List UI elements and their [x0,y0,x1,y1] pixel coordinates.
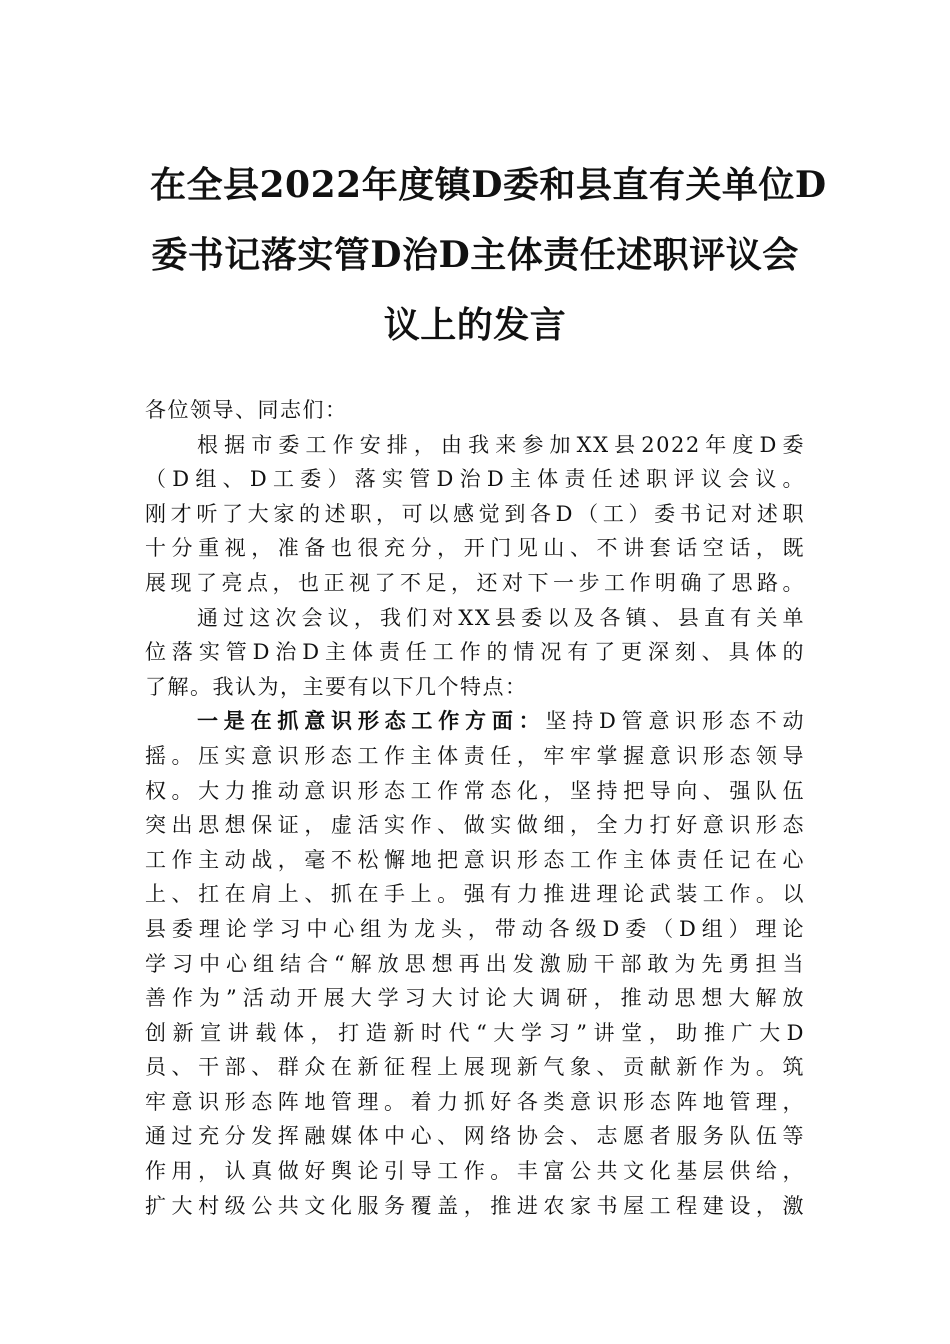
paragraph-line: 了解。我认为，主要有以下几个特点： [145,674,528,699]
paragraph-3 [145,704,805,1223]
paragraph-line: 学习中心组结合“解放思想再出发激励干部敢为先勇担当 [145,951,805,976]
title-line-2: 委书记落实管D治D主体责任述职评议会 [151,234,799,276]
paragraph-line: 工作主动战，毫不松懈地把意识形态工作主体责任记在心 [145,847,805,872]
paragraph-line: 扩大村级公共文化服务覆盖，推进农家书屋工程建设，激 [145,1193,805,1218]
paragraph-line: 善作为”活动开展大学习大讨论大调研，推动思想大解放 [145,986,805,1011]
paragraph-first-line [145,704,805,739]
paragraph-line: 通过这次会议，我们对XX县委以及各镇、县直有关单 [197,605,805,630]
paragraph-line: 员、干部、群众在新征程上展现新气象、贡献新作为。筑 [145,1055,805,1080]
title-line-3: 议上的发言 [383,304,567,346]
paragraph-line: 根据市委工作安排，由我来参加XX县2022年度D委 [197,432,805,457]
paragraph-line: （D组、D工委）落实管D治D主体责任述职评议会议。 [145,467,805,492]
paragraph-line: 位落实管D治D主体责任工作的情况有了更深刻、具体的 [145,640,805,665]
paragraph-line: 权。大力推动意识形态工作常态化，坚持把导向、强队伍 [145,778,805,803]
paragraph-line: 展现了亮点，也正视了不足，还对下一步工作明确了思路。 [145,570,805,595]
document-title [150,150,827,360]
paragraph-1 [145,428,805,601]
paragraph-line: 上、扛在肩上、抓在手上。强有力推进理论武装工作。以 [145,882,805,907]
paragraph-line: 县委理论学习中心组为龙头，带动各级D委（D组）理论 [145,916,805,941]
paragraph-line: 刚才听了大家的述职，可以感觉到各D（工）委书记对述职 [145,501,805,526]
title-line-1: 在全县2022年度镇D委和县直有关单位D [150,164,827,206]
paragraph-line: 十分重视，准备也很充分，开门见山、不讲套话空话，既 [145,536,805,561]
paragraph-line-rest: 坚持D管意识形态不动 [545,709,805,734]
salutation: 各位领导、同志们： [145,398,348,422]
paragraph-line: 通过充分发挥融媒体中心、网络协会、志愿者服务队伍等 [145,1124,805,1149]
document-body [145,393,805,1223]
paragraph-line: 突出思想保证，虚活实作、做实做细，全力打好意识形态 [145,813,805,838]
paragraph-line: 创新宣讲载体，打造新时代“大学习”讲堂，助推广大D [145,1020,805,1045]
paragraph-2 [145,601,805,705]
paragraph-line: 摇。压实意识形态工作主体责任，牢牢掌握意识形态领导 [145,743,805,768]
paragraph-line: 牢意识形态阵地管理。着力抓好各类意识形态阵地管理， [145,1089,805,1114]
section-heading: 一是在抓意识形态工作方面： [197,708,546,734]
paragraph-line: 作用，认真做好舆论引导工作。丰富公共文化基层供给， [145,1159,805,1184]
